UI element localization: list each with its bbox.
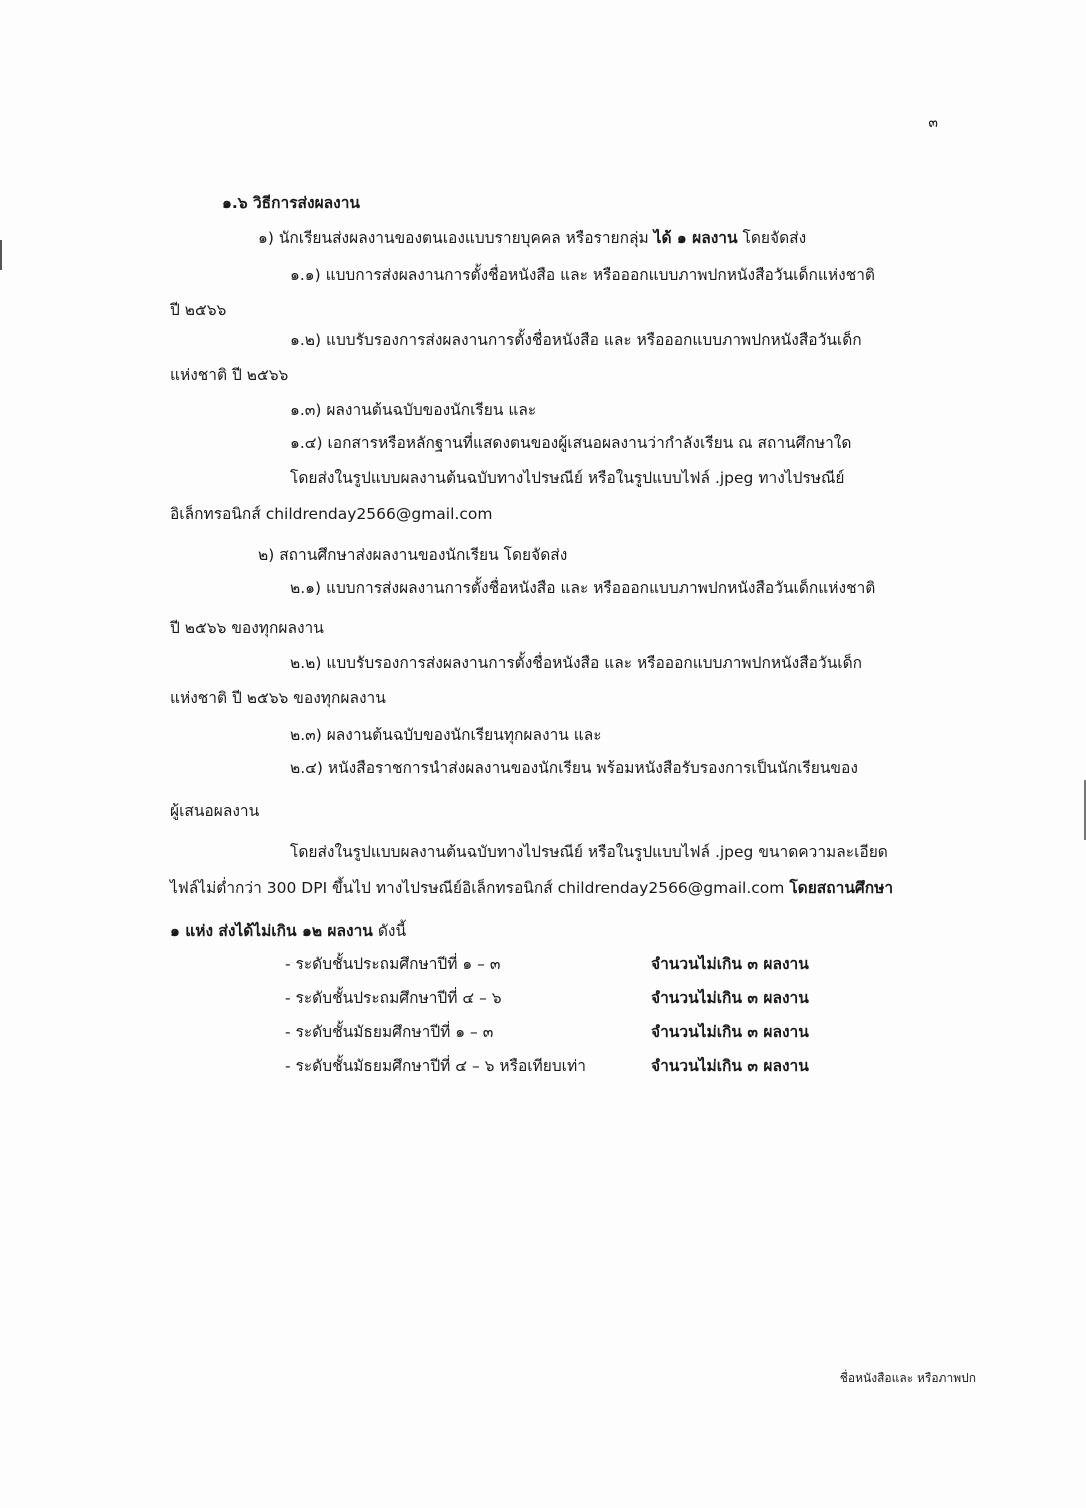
table-row bbox=[285, 951, 809, 985]
item2-sub4-line2: ผู้เสนอผลงาน bbox=[170, 802, 260, 820]
item1-send-line2: อิเล็กทรอนิกส์ childrenday2566@gmail.com bbox=[170, 505, 493, 523]
scan-edge-mark bbox=[0, 240, 2, 270]
page-number: ๓ bbox=[928, 115, 938, 131]
item1-sub4: ๑.๔) เอกสารหรือหลักฐานที่แสดงตนของผู้เสนอผลงานว่ากำลังเรียน ณ สถานศึกษาใด bbox=[290, 434, 852, 452]
quota-amount: จำนวนไม่เกิน ๓ ผลงาน bbox=[651, 989, 809, 1007]
item2-send-line3-text: ดังนี้ bbox=[372, 922, 407, 940]
item1-send-line1: โดยส่งในรูปแบบผลงานต้นฉบับทางไปรษณีย์ หรือในรูปแบบไฟล์ .jpeg ทางไปรษณีย์ bbox=[290, 469, 845, 487]
item2-sub2-line2: แห่งชาติ ปี ๒๕๖๖ ของทุกผลงาน bbox=[170, 689, 386, 707]
quota-level: - ระดับชั้นมัธยมศึกษาปีที่ ๑ – ๓ bbox=[285, 1023, 494, 1041]
item2-send-line2-bold: โดยสถานศึกษา bbox=[789, 879, 894, 897]
item2-send-line1: โดยส่งในรูปแบบผลงานต้นฉบับทางไปรษณีย์ หรือในรูปแบบไฟล์ .jpeg ขนาดความละเอียด bbox=[290, 843, 888, 861]
item1-sub3: ๑.๓) ผลงานต้นฉบับของนักเรียน และ bbox=[290, 401, 537, 419]
item2-sub1-line2: ปี ๒๕๖๖ ของทุกผลงาน bbox=[170, 619, 324, 637]
table-row bbox=[285, 1053, 809, 1087]
section-heading: ๑.๖ วิธีการส่งผลงาน bbox=[222, 194, 361, 212]
item1-sub1-line1: ๑.๑) แบบการส่งผลงานการตั้งชื่อหนังสือ และ หรือออกแบบภาพปกหนังสือวันเด็กแห่งชาติ bbox=[290, 266, 875, 284]
quota-amount: จำนวนไม่เกิน ๓ ผลงาน bbox=[651, 955, 809, 973]
quota-level: - ระดับชั้นมัธยมศึกษาปีที่ ๔ – ๖ หรือเทียบเท่า bbox=[285, 1057, 586, 1075]
quota-table bbox=[285, 951, 809, 1087]
item1-text: ๑) นักเรียนส่งผลงานของตนเองแบบรายบุคคล หรือรายกลุ่ม bbox=[258, 229, 654, 247]
item2-sub3: ๒.๓) ผลงานต้นฉบับของนักเรียนทุกผลงาน และ bbox=[290, 726, 602, 744]
item1-sub2-line2: แห่งชาติ ปี ๒๕๖๖ bbox=[170, 366, 289, 384]
table-row bbox=[285, 985, 809, 1019]
item1-bold-text: ได้ ๑ ผลงาน bbox=[653, 229, 738, 247]
item1-sub2-line1: ๑.๒) แบบรับรองการส่งผลงานการตั้งชื่อหนังสือ และ หรือออกแบบภาพปกหนังสือวันเด็ก bbox=[290, 331, 862, 349]
item1-text-end: โดยจัดส่ง bbox=[737, 229, 807, 247]
footer-text: ชื่อหนังสือและ หรือภาพปก bbox=[839, 1371, 976, 1385]
item2-title: ๒) สถานศึกษาส่งผลงานของนักเรียน โดยจัดส่ง bbox=[258, 546, 568, 564]
item2-send-line3 bbox=[170, 918, 406, 943]
table-row bbox=[285, 1019, 809, 1053]
item1-sub1-line2: ปี ๒๕๖๖ bbox=[170, 301, 227, 319]
item2-send-line2 bbox=[170, 875, 893, 900]
item1-title bbox=[258, 225, 806, 250]
item2-sub1-line1: ๒.๑) แบบการส่งผลงานการตั้งชื่อหนังสือ และ หรือออกแบบภาพปกหนังสือวันเด็กแห่งชาติ bbox=[290, 579, 876, 597]
item2-sub2-line1: ๒.๒) แบบรับรองการส่งผลงานการตั้งชื่อหนังสือ และ หรือออกแบบภาพปกหนังสือวันเด็ก bbox=[290, 654, 863, 672]
item2-send-line2-text: ไฟล์ไม่ต่ำกว่า 300 DPI ขึ้นไป ทางไปรษณีย์อิเล็กทรอนิกส์ childrenday2566@gmail.com bbox=[170, 879, 790, 897]
item2-send-line3-bold: ๑ แห่ง ส่งได้ไม่เกิน ๑๒ ผลงาน bbox=[170, 922, 373, 940]
quota-amount: จำนวนไม่เกิน ๓ ผลงาน bbox=[651, 1023, 809, 1041]
quota-level: - ระดับชั้นประถมศึกษาปีที่ ๔ – ๖ bbox=[285, 989, 502, 1007]
quota-level: - ระดับชั้นประถมศึกษาปีที่ ๑ – ๓ bbox=[285, 955, 501, 973]
item2-sub4-line1: ๒.๔) หนังสือราชการนำส่งผลงานของนักเรียน พร้อมหนังสือรับรองการเป็นนักเรียนของ bbox=[290, 759, 858, 777]
quota-amount: จำนวนไม่เกิน ๓ ผลงาน bbox=[651, 1057, 809, 1075]
